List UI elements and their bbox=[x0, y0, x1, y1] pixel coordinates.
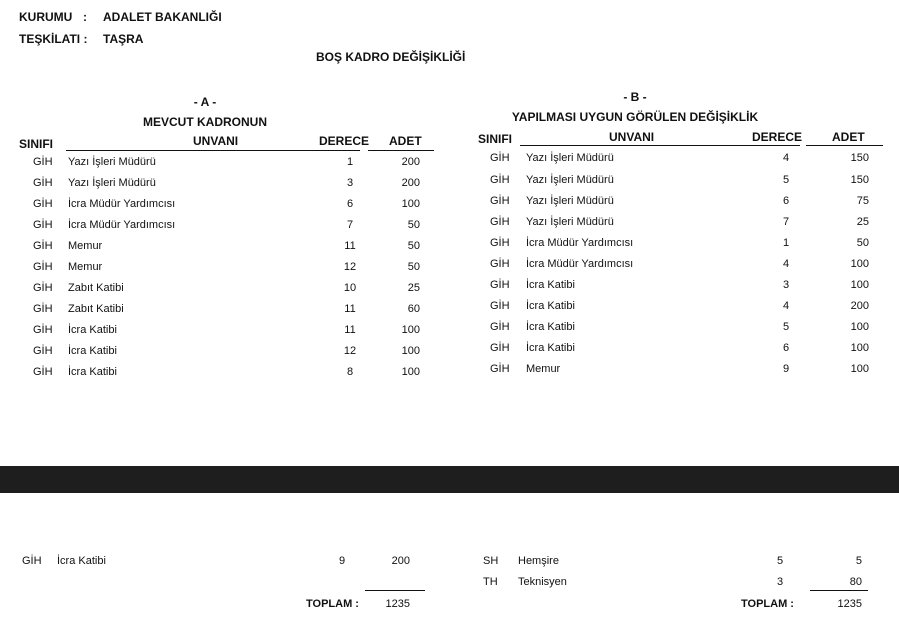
kurumu-label: KURUMU bbox=[19, 10, 73, 24]
derece-cell: 9 bbox=[338, 555, 346, 567]
adet-cell: 200 bbox=[391, 555, 410, 567]
derece-cell: 6 bbox=[346, 198, 354, 210]
section-b-col-adet: ADET bbox=[832, 130, 865, 144]
derece-cell: 11 bbox=[344, 324, 356, 336]
sinif-cell: GİH bbox=[33, 156, 53, 168]
adet-cell: 80 bbox=[849, 576, 862, 588]
sinif-cell: GİH bbox=[490, 174, 510, 186]
derece-cell: 11 bbox=[344, 303, 356, 315]
section-a-col-unvani: UNVANI bbox=[193, 134, 239, 148]
adet-cell: 100 bbox=[401, 345, 420, 357]
sinif-cell: TH bbox=[483, 576, 498, 588]
derece-cell: 12 bbox=[343, 345, 357, 357]
derece-cell: 3 bbox=[346, 177, 354, 189]
sinif-cell: GİH bbox=[33, 324, 53, 336]
derece-cell: 10 bbox=[343, 282, 357, 294]
sinif-cell: GİH bbox=[490, 152, 510, 164]
unvan-cell: Memur bbox=[68, 261, 103, 273]
sinif-cell: GİH bbox=[33, 198, 53, 210]
sinif-cell: GİH bbox=[33, 261, 53, 273]
section-a-marker: - A - bbox=[193, 95, 217, 109]
unvan-cell: Teknisyen bbox=[518, 576, 567, 588]
sinif-cell: GİH bbox=[490, 195, 510, 207]
derece-cell: 6 bbox=[782, 195, 790, 207]
section-b-col-derece: DERECE bbox=[752, 130, 803, 144]
adet-cell: 100 bbox=[850, 321, 869, 333]
unvan-cell: İcra Müdür Yardımcısı bbox=[68, 219, 176, 231]
unvan-cell: Zabıt Katibi bbox=[68, 282, 124, 294]
adet-cell: 200 bbox=[401, 156, 420, 168]
section-b-col-unvani: UNVANI bbox=[609, 130, 655, 144]
sinif-cell: GİH bbox=[490, 321, 510, 333]
derece-cell: 1 bbox=[346, 156, 354, 168]
document-title: BOŞ KADRO DEĞİŞİKLİĞİ bbox=[316, 50, 466, 64]
derece-cell: 1 bbox=[782, 237, 790, 249]
unvan-cell: İcra Katibi bbox=[57, 555, 106, 567]
adet-cell: 150 bbox=[850, 152, 869, 164]
adet-cell: 150 bbox=[850, 174, 869, 186]
unvan-cell: İcra Katibi bbox=[68, 345, 117, 357]
sinif-cell: GİH bbox=[33, 345, 53, 357]
unvan-cell: İcra Katibi bbox=[526, 300, 575, 312]
adet-cell: 50 bbox=[407, 261, 420, 273]
section-b-title: YAPILMASI UYGUN GÖRÜLEN DEĞİŞİKLİK bbox=[511, 110, 759, 124]
unvan-cell: Yazı İşleri Müdürü bbox=[68, 156, 156, 168]
kurumu-value: ADALET BAKANLIĞI bbox=[103, 10, 222, 24]
adet-cell: 200 bbox=[401, 177, 420, 189]
unvan-cell: Yazı İşleri Müdürü bbox=[526, 174, 614, 186]
adet-cell: 75 bbox=[856, 195, 869, 207]
derece-cell: 5 bbox=[782, 174, 790, 186]
adet-cell: 100 bbox=[850, 342, 869, 354]
derece-cell: 4 bbox=[782, 300, 790, 312]
unvan-cell: İcra Müdür Yardımcısı bbox=[68, 198, 176, 210]
sinif-cell: GİH bbox=[490, 279, 510, 291]
section-b-total-rule bbox=[810, 590, 868, 591]
kurumu-colon: : bbox=[83, 10, 87, 24]
derece-cell: 5 bbox=[782, 321, 790, 333]
derece-cell: 9 bbox=[782, 363, 790, 375]
sinif-cell: GİH bbox=[33, 177, 53, 189]
adet-cell: 100 bbox=[850, 258, 869, 270]
teskilati-value: TAŞRA bbox=[103, 32, 144, 46]
sinif-cell: GİH bbox=[33, 303, 53, 315]
adet-cell: 100 bbox=[401, 324, 420, 336]
unvan-cell: İcra Katibi bbox=[526, 342, 575, 354]
section-a-col-sinifi: SINIFI bbox=[19, 137, 54, 151]
derece-cell: 6 bbox=[782, 342, 790, 354]
unvan-cell: İcra Katibi bbox=[526, 321, 575, 333]
teskilati-label: TEŞKİLATI : bbox=[19, 32, 88, 46]
unvan-cell: Yazı İşleri Müdürü bbox=[526, 152, 614, 164]
unvan-cell: Memur bbox=[68, 240, 103, 252]
unvan-cell: İcra Müdür Yardımcısı bbox=[526, 258, 634, 270]
section-a-header-rule bbox=[66, 150, 360, 151]
unvan-cell: Memur bbox=[526, 363, 561, 375]
adet-cell: 5 bbox=[855, 555, 862, 567]
section-b-total-value: 1235 bbox=[837, 598, 862, 610]
derece-cell: 4 bbox=[782, 152, 790, 164]
derece-cell: 8 bbox=[346, 366, 354, 378]
unvan-cell: İcra Katibi bbox=[68, 366, 117, 378]
section-a-total-value: 1235 bbox=[385, 598, 410, 610]
sinif-cell: GİH bbox=[33, 282, 53, 294]
sinif-cell: GİH bbox=[490, 237, 510, 249]
derece-cell: 5 bbox=[776, 555, 784, 567]
section-a-adet-rule bbox=[368, 150, 434, 151]
unvan-cell: Zabıt Katibi bbox=[68, 303, 124, 315]
section-a-col-adet: ADET bbox=[389, 134, 422, 148]
unvan-cell: Yazı İşleri Müdürü bbox=[526, 195, 614, 207]
adet-cell: 100 bbox=[850, 363, 869, 375]
derece-cell: 12 bbox=[343, 261, 357, 273]
section-a-col-derece: DERECE bbox=[319, 134, 370, 148]
page-break-band bbox=[0, 466, 899, 493]
adet-cell: 50 bbox=[856, 237, 869, 249]
derece-cell: 7 bbox=[782, 216, 790, 228]
section-a-title: MEVCUT KADRONUN bbox=[143, 115, 267, 129]
section-b-col-sinifi: SINIFI bbox=[478, 132, 513, 146]
adet-cell: 25 bbox=[856, 216, 869, 228]
adet-cell: 25 bbox=[407, 282, 420, 294]
adet-cell: 60 bbox=[407, 303, 420, 315]
derece-cell: 3 bbox=[776, 576, 784, 588]
derece-cell: 4 bbox=[782, 258, 790, 270]
unvan-cell: İcra Katibi bbox=[68, 324, 117, 336]
unvan-cell: Hemşire bbox=[518, 555, 559, 567]
section-a-total-label: TOPLAM : bbox=[306, 598, 359, 610]
section-b-total-label: TOPLAM : bbox=[741, 598, 794, 610]
section-a-total-rule bbox=[365, 590, 425, 591]
unvan-cell: Yazı İşleri Müdürü bbox=[68, 177, 156, 189]
sinif-cell: GİH bbox=[22, 555, 42, 567]
sinif-cell: GİH bbox=[33, 240, 53, 252]
unvan-cell: Yazı İşleri Müdürü bbox=[526, 216, 614, 228]
section-b-adet-rule bbox=[806, 145, 883, 146]
sinif-cell: GİH bbox=[33, 366, 53, 378]
adet-cell: 50 bbox=[407, 219, 420, 231]
unvan-cell: İcra Müdür Yardımcısı bbox=[526, 237, 634, 249]
derece-cell: 3 bbox=[782, 279, 790, 291]
derece-cell: 7 bbox=[346, 219, 354, 231]
sinif-cell: GİH bbox=[33, 219, 53, 231]
adet-cell: 100 bbox=[401, 366, 420, 378]
section-b-header-rule bbox=[520, 145, 800, 146]
adet-cell: 200 bbox=[850, 300, 869, 312]
adet-cell: 100 bbox=[401, 198, 420, 210]
sinif-cell: GİH bbox=[490, 342, 510, 354]
sinif-cell: GİH bbox=[490, 216, 510, 228]
sinif-cell: GİH bbox=[490, 300, 510, 312]
adet-cell: 100 bbox=[850, 279, 869, 291]
unvan-cell: İcra Katibi bbox=[526, 279, 575, 291]
adet-cell: 50 bbox=[407, 240, 420, 252]
sinif-cell: GİH bbox=[490, 363, 510, 375]
section-b-marker: - B - bbox=[623, 90, 647, 104]
derece-cell: 11 bbox=[344, 240, 356, 252]
sinif-cell: GİH bbox=[490, 258, 510, 270]
sinif-cell: SH bbox=[483, 555, 499, 567]
